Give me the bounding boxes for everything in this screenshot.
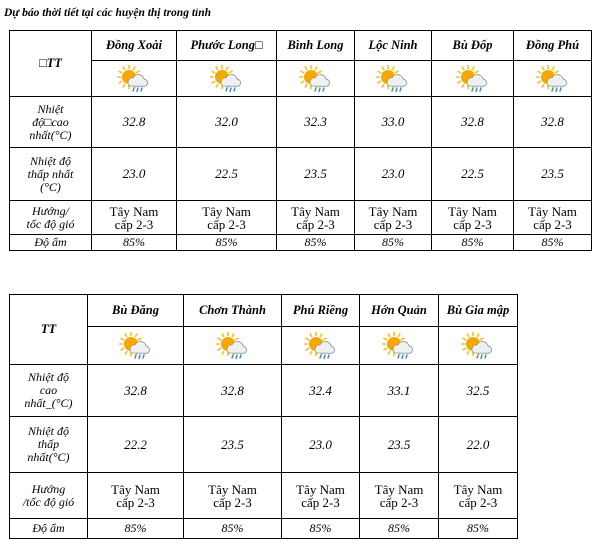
row-label-min-temp bbox=[10, 148, 92, 201]
wind-level: cấp 2-3 bbox=[114, 216, 154, 232]
row-label-wind bbox=[10, 473, 88, 519]
wind-direction: Tây Nam bbox=[291, 203, 340, 219]
wind-level: cấp 2-3 bbox=[533, 216, 572, 232]
sun-cloud-rain-icon bbox=[92, 65, 176, 93]
min-temp-value: 22.2 bbox=[88, 417, 184, 473]
station-name: Phước Long□ bbox=[177, 31, 277, 61]
label-line: thấp nhất bbox=[27, 166, 74, 181]
station-name: Bù Đăng bbox=[88, 295, 184, 327]
weather-icon-cell bbox=[277, 61, 355, 97]
min-temp-value: 23.5 bbox=[184, 417, 282, 473]
humidity-value: 85% bbox=[432, 235, 514, 251]
max-temp-value: 32.8 bbox=[92, 97, 177, 148]
wind-direction: Tây Nam bbox=[374, 481, 424, 497]
row-label-min-temp bbox=[10, 417, 88, 473]
station-name: Đồng Xoài bbox=[92, 31, 177, 61]
weather-icon-cell bbox=[432, 61, 514, 97]
label-line: Hướng bbox=[31, 481, 66, 496]
label-line: nhất(°C) bbox=[29, 127, 72, 142]
min-temp-value: 23.0 bbox=[355, 148, 432, 201]
wind-direction: Tây Nam bbox=[448, 203, 497, 219]
row-label-humidity: Độ ẩm bbox=[10, 519, 88, 539]
wind-direction: Tây Nam bbox=[111, 481, 160, 497]
wind-direction: Tây Nam bbox=[528, 203, 577, 219]
tt-header: TT bbox=[10, 295, 88, 365]
label-line: nhất(°C) bbox=[27, 450, 70, 464]
label-line: (°C) bbox=[40, 179, 61, 194]
max-temp-value: 32.8 bbox=[184, 365, 282, 417]
sun-cloud-rain-icon bbox=[88, 332, 183, 360]
wind-value bbox=[514, 201, 592, 235]
min-temp-value: 23.0 bbox=[92, 148, 177, 201]
label-line: nhất_(°C) bbox=[24, 396, 73, 410]
station-name: Đồng Phú bbox=[514, 31, 592, 61]
min-temp-value: 22.5 bbox=[177, 148, 277, 201]
sun-cloud-rain-icon bbox=[184, 332, 281, 360]
humidity-value: 85% bbox=[177, 235, 277, 251]
humidity-value: 85% bbox=[355, 235, 432, 251]
weather-icon-cell bbox=[360, 327, 439, 365]
wind-level: cấp 2-3 bbox=[379, 494, 419, 510]
weather-icon-cell bbox=[282, 327, 360, 365]
max-temp-value: 32.5 bbox=[439, 365, 518, 417]
sun-cloud-rain-icon bbox=[355, 65, 431, 93]
wind-value bbox=[360, 473, 439, 519]
max-temp-value: 33.1 bbox=[360, 365, 439, 417]
wind-value bbox=[355, 201, 432, 235]
max-temp-value: 32.4 bbox=[282, 365, 360, 417]
wind-value bbox=[177, 201, 277, 235]
wind-direction: Tây Nam bbox=[208, 481, 257, 497]
label-line: cao bbox=[39, 383, 58, 397]
max-temp-value: 32.8 bbox=[88, 365, 184, 417]
humidity-value: 85% bbox=[88, 519, 184, 539]
label-line: Nhiệt độ bbox=[28, 424, 69, 438]
label-line: Nhiệt bbox=[37, 101, 64, 116]
label-line: /tốc độ gió bbox=[22, 494, 75, 509]
max-temp-value: 33.0 bbox=[355, 97, 432, 148]
min-temp-value: 22.5 bbox=[432, 148, 514, 201]
min-temp-value: 23.0 bbox=[282, 417, 360, 473]
wind-value bbox=[439, 473, 518, 519]
sun-cloud-rain-icon bbox=[514, 65, 591, 93]
station-name: Phú Riềng bbox=[282, 295, 360, 327]
wind-level: cấp 2-3 bbox=[458, 494, 498, 510]
wind-level: cấp 2-3 bbox=[213, 494, 252, 510]
sun-cloud-rain-icon bbox=[277, 65, 354, 93]
wind-direction: Tây Nam bbox=[296, 481, 345, 497]
wind-level: cấp 2-3 bbox=[116, 494, 155, 510]
min-temp-value: 23.5 bbox=[277, 148, 355, 201]
sun-cloud-rain-icon bbox=[360, 332, 438, 360]
max-temp-value: 32.3 bbox=[277, 97, 355, 148]
humidity-value: 85% bbox=[439, 519, 518, 539]
wind-level: cấp 2-3 bbox=[207, 216, 246, 232]
wind-value bbox=[184, 473, 282, 519]
wind-level: cấp 2-3 bbox=[373, 216, 413, 232]
wind-direction: Tây Nam bbox=[202, 203, 251, 219]
sun-cloud-rain-icon bbox=[439, 332, 517, 360]
min-temp-value: 23.5 bbox=[514, 148, 592, 201]
wind-level: cấp 2-3 bbox=[453, 216, 492, 232]
weather-icon-cell bbox=[88, 327, 184, 365]
station-name: Lộc Ninh bbox=[355, 31, 432, 61]
label-line: Nhiệt độ bbox=[28, 370, 69, 384]
weather-icon-cell bbox=[514, 61, 592, 97]
weather-icon-cell bbox=[355, 61, 432, 97]
weather-icon-cell bbox=[177, 61, 277, 97]
wind-level: cấp 2-3 bbox=[301, 494, 340, 510]
min-temp-value: 23.5 bbox=[360, 417, 439, 473]
row-label-max-temp bbox=[10, 365, 88, 417]
label-line: độ□cao bbox=[32, 114, 69, 129]
sun-cloud-rain-icon bbox=[177, 65, 276, 93]
humidity-value: 85% bbox=[514, 235, 592, 251]
min-temp-value: 22.0 bbox=[439, 417, 518, 473]
wind-value bbox=[432, 201, 514, 235]
weather-icon-cell bbox=[92, 61, 177, 97]
humidity-value: 85% bbox=[184, 519, 282, 539]
station-name: Chơn Thành bbox=[184, 295, 282, 327]
sun-cloud-rain-icon bbox=[432, 65, 513, 93]
wind-direction: Tây Nam bbox=[453, 481, 503, 497]
wind-direction: Tây Nam bbox=[109, 203, 159, 219]
station-name: Bình Long bbox=[277, 31, 355, 61]
max-temp-value: 32.8 bbox=[514, 97, 592, 148]
humidity-value: 85% bbox=[360, 519, 439, 539]
station-name: Hớn Quản bbox=[360, 295, 439, 327]
humidity-value: 85% bbox=[277, 235, 355, 251]
max-temp-value: 32.0 bbox=[177, 97, 277, 148]
wind-level: cấp 2-3 bbox=[296, 216, 335, 232]
label-line: thấp bbox=[37, 437, 60, 451]
weather-icon-cell bbox=[439, 327, 518, 365]
row-label-max-temp bbox=[10, 97, 92, 148]
wind-value bbox=[277, 201, 355, 235]
sun-cloud-rain-icon bbox=[282, 332, 359, 360]
label-line: tốc độ gió bbox=[26, 216, 75, 231]
max-temp-value: 32.8 bbox=[432, 97, 514, 148]
humidity-value: 85% bbox=[92, 235, 177, 251]
wind-value bbox=[88, 473, 184, 519]
wind-value bbox=[282, 473, 360, 519]
weather-table-2 bbox=[9, 294, 518, 539]
station-name: Bù Đốp bbox=[432, 31, 514, 61]
station-name: Bù Gia mập bbox=[439, 295, 518, 327]
row-label-wind bbox=[10, 201, 92, 235]
page-title: Dự báo thời tiết tại các huyện thị trong tỉnh bbox=[4, 7, 211, 19]
wind-value bbox=[92, 201, 177, 235]
label-line: Nhiệt độ bbox=[30, 153, 71, 168]
label-line: Hướng/ bbox=[32, 203, 69, 218]
row-label-humidity: Độ ẩm bbox=[10, 235, 92, 251]
wind-direction: Tây Nam bbox=[368, 203, 418, 219]
tt-header: □TT bbox=[10, 31, 92, 97]
weather-table-1 bbox=[9, 30, 592, 251]
weather-icon-cell bbox=[184, 327, 282, 365]
humidity-value: 85% bbox=[282, 519, 360, 539]
